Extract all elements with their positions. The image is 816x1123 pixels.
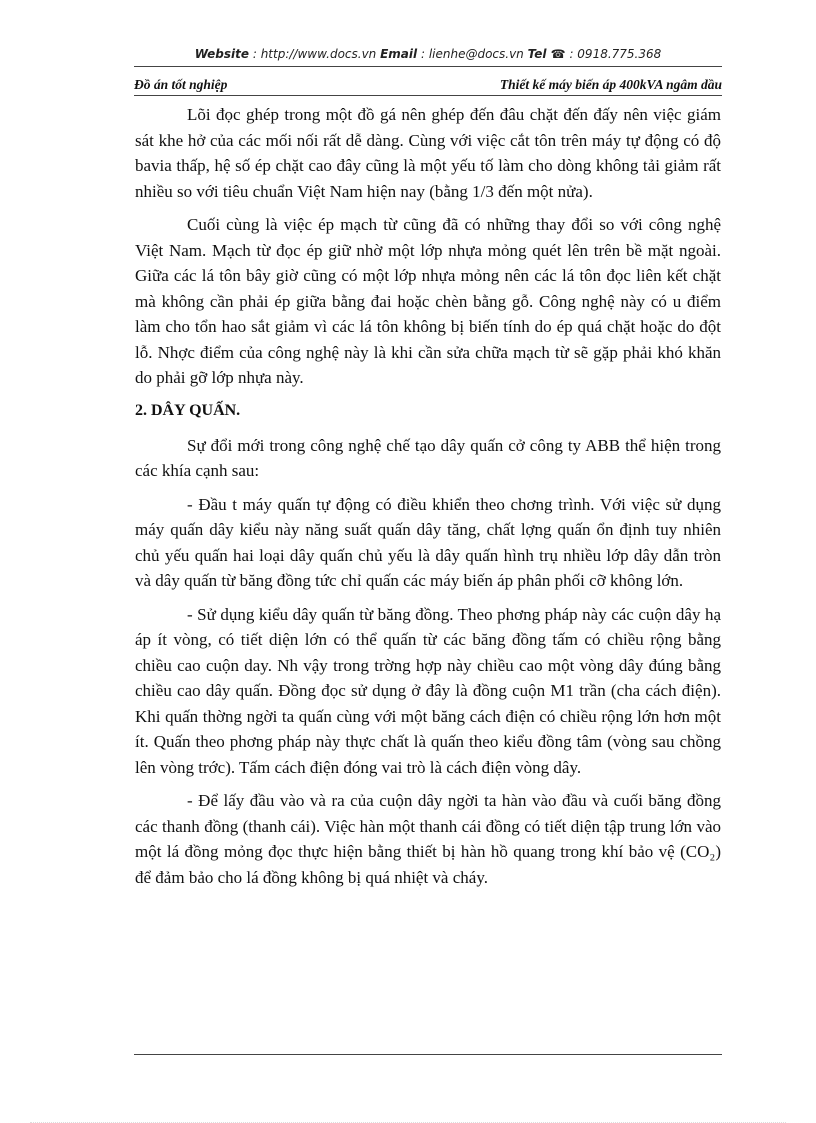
website-url[interactable]: : http://www.docs.vn [249, 47, 381, 61]
website-label: Website [194, 47, 250, 61]
website-contact-header [134, 47, 722, 61]
body-paragraph: Cuối cùng là việc ép mạch từ cũng đã có những thay đổi so với công nghệ Việt Nam. Mạch từ đọc ép giữ nhờ một lớp nhựa mỏng quét lên trên bề mặt ngoài. Giữa các lá tôn bây giờ cũng có một lớp nhựa mỏng nên các lá tôn đọc liên kết chặt mà không cần phải ép giữa bằng đai hoặc chèn bằng gỗ. Công nghệ này có u điểm làm cho tổn hao sắt giảm vì các lá tôn không bị biến tính do ép quá chặt hoặc do đột lỗ. Nhợc điểm của công nghệ này là khi cần sửa chữa mạch từ sẽ gặp phải khó khăn do phải gỡ lớp nhựa này. [135, 215, 721, 387]
body-paragraph: - Sử dụng kiểu dây quấn từ băng đồng. Theo phơng pháp này các cuộn dây hạ áp ít vòng, có tiết diện lớn có thể quấn từ các băng đồng tấm có chiều rộng bằng chiều cao cuộn day. Nh vậy trong trờng hợp này chiều cao một vòng dây đúng bằng chiều cao dây quấn. Đồng đọc sử dụng ở đây là đồng cuộn M1 trần (cha cách điện). Khi quấn thờng ngời ta quấn cùng với một băng cách điện có chiều rộng lớn hơn một ít. Quấn theo phơng pháp này thực chất là quấn theo kiểu đồng tâm (vòng sau chồng lên vòng trớc). Tấm cách điện đóng vai trò là cách điện vòng dây. [135, 604, 721, 777]
body-paragraph: - Để lấy đầu vào và ra của cuộn dây ngời ta hàn vào đầu và cuối băng đồng các thanh đồng (thanh cái). Việc hàn một thanh cái đồng có tiết diện tập trung lớn vào một lá đồng mỏng đọc thực hiện bằng thiết bị hàn hồ quang trong khí bảo vệ (CO₂) để đảm bảo cho lá đồng không bị quá nhiệt và cháy. [135, 791, 721, 887]
running-header-divider [134, 95, 722, 96]
email-address[interactable]: : lienhe@docs.vn [417, 47, 528, 61]
page-body [135, 102, 721, 898]
body-paragraph: Sự đổi mới trong công nghệ chế tạo dây quấn cở công ty ABB thể hiện trong các khía cạnh sau: [135, 435, 721, 480]
header-top-divider [134, 66, 722, 67]
running-header-right: Thiết kế máy biến áp 400kVA ngâm dầu [499, 77, 722, 92]
running-header-left: Đồ án tốt nghiệp [134, 77, 228, 92]
email-label: Email [380, 47, 418, 61]
tel-number: : 0918.775.368 [565, 47, 662, 61]
footer-divider [134, 1054, 722, 1055]
body-paragraph: - Đầu t máy quấn tự động có điều khiển theo chơng trình. Với việc sử dụng máy quấn dây kiểu này năng suất quấn dây tăng, chất lợng quấn ổn định tuy nhiên chủ yếu quấn hai loại dây quấn chủ yếu là dây quấn hình trụ nhiều lớp dây dẫn tròn và dây quấn từ băng đồng tức chỉ quấn các máy biến áp phân phối cỡ không lớn. [135, 494, 721, 590]
document-running-header [134, 77, 722, 95]
tel-label: Tel ☎ [527, 47, 566, 61]
section-heading: 2. DÂY QUẤN. [135, 401, 241, 419]
body-paragraph: Lõi đọc ghép trong một đồ gá nên ghép đến đâu chặt đến đấy nên việc giám sát khe hở của các mối nối rất dễ dàng. Cùng với việc cắt tôn trên máy tự động có độ bavia thấp, hệ số ép chặt cao đây cũng là một yếu tố làm cho dòng không tải giảm rất nhiều so với tiêu chuẩn Việt Nam hiện nay (bằng 1/3 đến một nửa). [135, 105, 721, 201]
